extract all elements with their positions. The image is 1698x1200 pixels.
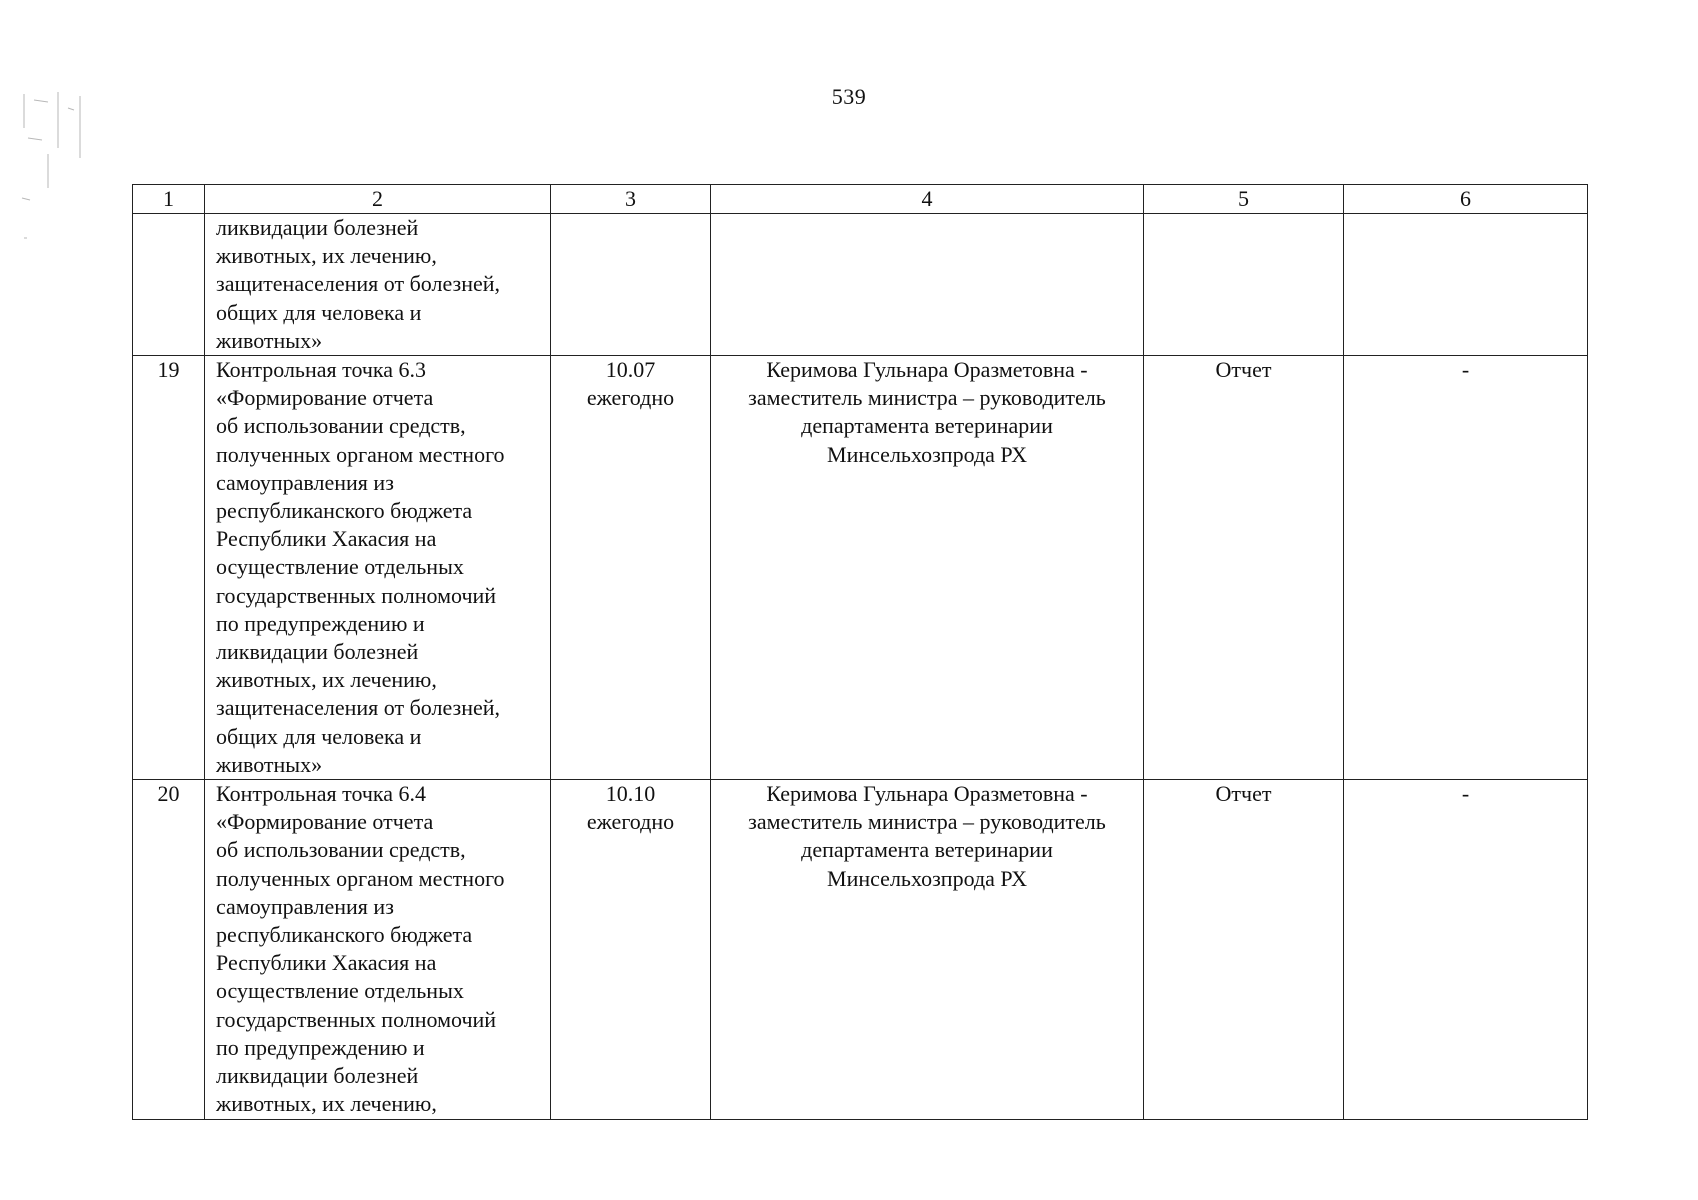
text-line: осуществление отдельных (216, 978, 464, 1004)
text-line: Контрольная точка 6.3 (216, 357, 427, 383)
page-number: 539 (831, 84, 867, 109)
text-line: «Формирование отчета (216, 809, 434, 835)
scan-artifact-marks (18, 88, 98, 288)
date-line: ежегодно (586, 385, 675, 411)
table-row (133, 356, 1588, 780)
text-line: Контрольная точка 6.4 (216, 781, 427, 807)
cell-num (133, 214, 205, 356)
header-col-6: 6 (1344, 185, 1588, 214)
date-line: 10.10 (605, 781, 656, 807)
text-line: республиканского бюджета (216, 498, 473, 524)
responsible-line: департамента ветеринарии (801, 413, 1053, 439)
text-line: Республики Хакасия на (216, 950, 437, 976)
cell-num: 19 (133, 356, 205, 780)
responsible-line: Керимова Гульнара Оразметовна - (766, 781, 1088, 807)
cell-responsible (711, 214, 1144, 356)
header-col-3: 3 (551, 185, 711, 214)
text-line: животных, их лечению, (216, 243, 437, 269)
cell-form: Отчет (1144, 780, 1344, 1119)
cell-note: - (1344, 780, 1588, 1119)
text-line: осуществление отдельных (216, 554, 464, 580)
header-col-1: 1 (133, 185, 205, 214)
cell-note: - (1344, 356, 1588, 780)
cell-description (205, 214, 551, 356)
text-line: животных, их лечению, (216, 667, 437, 693)
cell-num: 20 (133, 780, 205, 1119)
responsible-line: заместитель министра – руководитель (748, 809, 1106, 835)
text-line: республиканского бюджета (216, 922, 473, 948)
header-col-5: 5 (1144, 185, 1344, 214)
cell-form (1144, 214, 1344, 356)
cell-date (551, 214, 711, 356)
cell-date (551, 356, 711, 780)
table-row-continuation (133, 214, 1588, 356)
text-line: защитенаселения от болезней, (216, 271, 501, 297)
cell-date (551, 780, 711, 1119)
text-line: ликвидации болезней (216, 215, 419, 240)
text-line: животных, их лечению, (216, 1091, 437, 1117)
cell-note (1344, 214, 1588, 356)
date-line: ежегодно (586, 809, 675, 835)
text-line: полученных органом местного (216, 865, 505, 891)
text-line: полученных органом местного (216, 441, 505, 467)
text-line: ликвидации болезней (216, 1063, 419, 1089)
responsible-line: департамента ветеринарии (801, 837, 1053, 863)
responsible-line: Минсельхозпрода РХ (827, 865, 1027, 891)
responsible-line: Минсельхозпрода РХ (827, 441, 1027, 467)
cell-responsible (711, 780, 1144, 1119)
text-line: об использовании средств, (216, 837, 466, 863)
table-header-row (133, 185, 1588, 214)
text-line: животных» (216, 327, 323, 353)
text-line: самоуправления из (216, 469, 394, 495)
cell-description (205, 356, 551, 780)
table-row (133, 780, 1588, 1119)
date-line: 10.07 (605, 357, 656, 383)
text-line: государственных полномочий (216, 1006, 497, 1032)
text-line: общих для человека и (216, 723, 422, 749)
text-line: «Формирование отчета (216, 385, 434, 411)
text-line: животных» (216, 751, 323, 777)
cell-description (205, 780, 551, 1119)
cell-form: Отчет (1144, 356, 1344, 780)
text-line: общих для человека и (216, 299, 422, 325)
cell-responsible (711, 356, 1144, 780)
text-line: об использовании средств, (216, 413, 466, 439)
text-line: ликвидации болезней (216, 639, 419, 665)
text-line: по предупреждению и (216, 1034, 425, 1060)
responsible-line: Керимова Гульнара Оразметовна - (766, 357, 1088, 383)
plan-table (132, 184, 1588, 1120)
text-line: защитенаселения от болезней, (216, 695, 501, 721)
responsible-line: заместитель министра – руководитель (748, 385, 1106, 411)
header-col-2: 2 (205, 185, 551, 214)
text-line: по предупреждению и (216, 610, 425, 636)
text-line: самоуправления из (216, 893, 394, 919)
header-col-4: 4 (711, 185, 1144, 214)
text-line: государственных полномочий (216, 582, 497, 608)
text-line: Республики Хакасия на (216, 526, 437, 552)
